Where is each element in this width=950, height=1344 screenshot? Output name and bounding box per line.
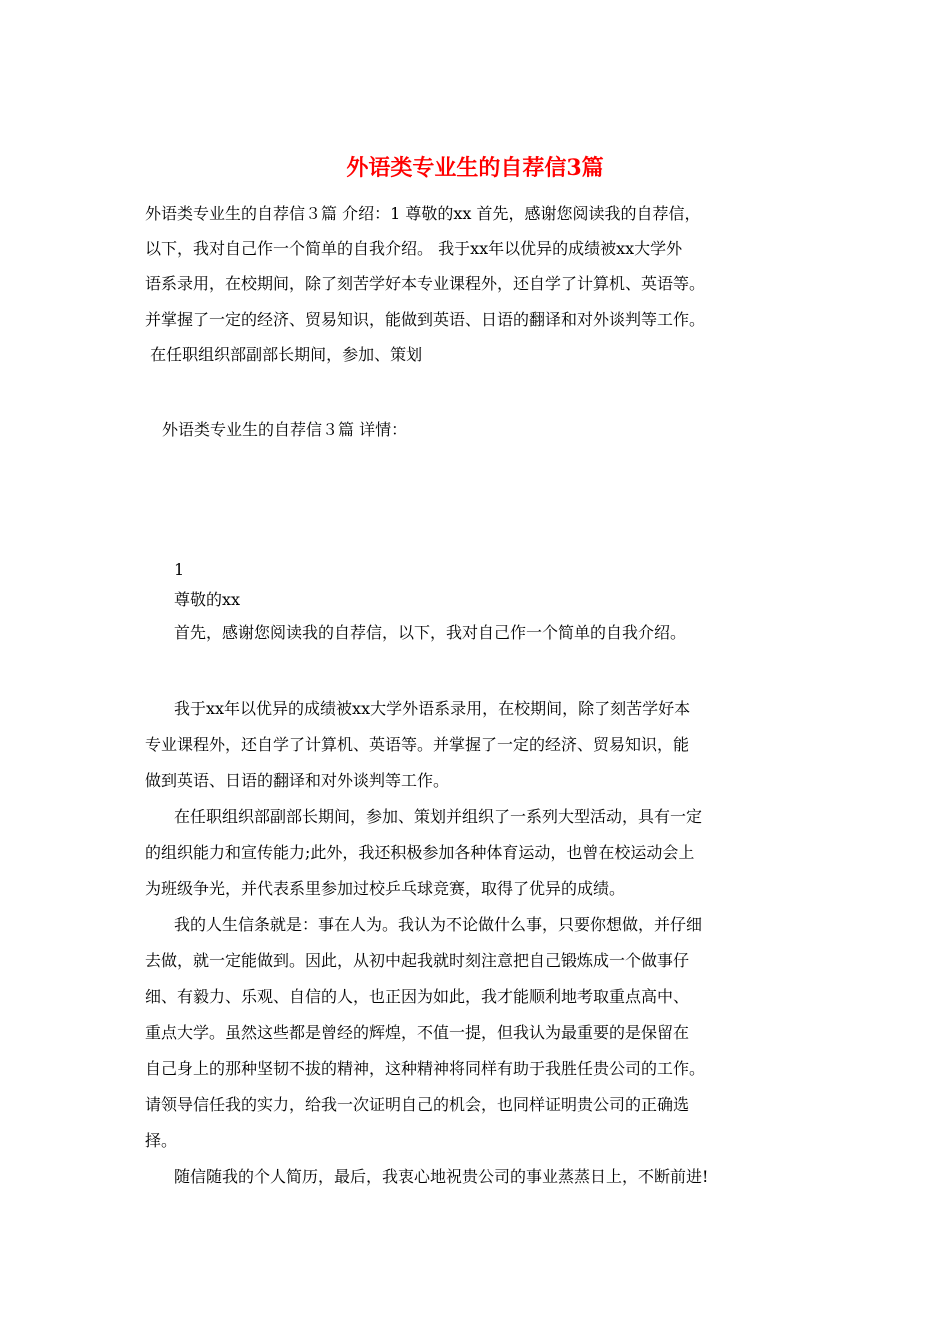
letter-paragraph-line: 在任职组织部副部长期间，参加、策划并组织了一系列大型活动，具有一定 [174,807,703,826]
letter-paragraph-line: 请领导信任我的实力，给我一次证明自己的机会，也同样证明贵公司的正确选 [145,1095,690,1114]
letter-paragraph-line: 重点大学。虽然这些都是曾经的辉煌，不值一提，但我认为最重要的是保留在 [145,1023,690,1042]
letter-paragraph-line: 去做，就一定能做到。因此，从初中起我就时刻注意把自己锻炼成一个做事仔 [145,951,690,970]
letter-paragraph-line: 为班级争光，并代表系里参加过校乒乓球竞赛，取得了优异的成绩。 [145,879,626,898]
letter-paragraph-line: 的组织能力和宣传能力;此外，我还积极参加各种体育运动，也曾在校运动会上 [145,843,695,862]
summary-line: 语系录用，在校期间，除了刻苦学好本专业课程外，还自学了计算机、英语等。 [145,274,706,294]
letter-paragraph-line: 专业课程外，还自学了计算机、英语等。并掌握了一定的经济、贸易知识，能 [145,735,690,754]
detail-label: 外语类专业生的自荐信３篇 详情： [162,420,408,439]
summary-line: 并掌握了一定的经济、贸易知识，能做到英语、日语的翻译和对外谈判等工作。 [145,309,706,329]
letter-paragraph-line: 我于xx年以优异的成绩被xx大学外语系录用，在校期间，除了刻苦学好本 [174,699,691,718]
letter-body [145,555,815,1195]
letter-paragraph-line: 随信随我的个人简历，最后，我衷心地祝贵公司的事业蒸蒸日上，不断前进! [174,1167,709,1186]
letter-paragraph-line: 细、有毅力、乐观、自信的人，也正因为如此，我才能顺利地考取重点高中、 [145,987,690,1006]
paragraph-spacer [145,651,815,691]
summary-line: 在任职组织部副部长期间，参加、策划 [145,344,423,364]
letter-paragraph-line: 择。 [145,1131,178,1150]
summary-paragraph [145,196,815,372]
document-title: 外语类专业生的自荐信3篇 [346,155,604,181]
letter-paragraph-line: 自己身上的那种坚韧不拔的精神，这种精神将同样有助于我胜任贵公司的工作。 [145,1059,706,1078]
letter-paragraph-line: 首先，感谢您阅读我的自荐信，以下，我对自己作一个简单的自我介绍。 [174,623,687,642]
letter-paragraph-line: 做到英语、日语的翻译和对外谈判等工作。 [145,771,450,790]
summary-line: 以下，我对自己作一个简单的自我介绍。 我于xx年以优异的成绩被xx大学外 [145,239,683,259]
letter-number: 1 [174,560,185,579]
summary-line: 外语类专业生的自荐信３篇 介绍：1 尊敬的xx 首先，感谢您阅读我的自荐信， [145,204,701,223]
letter-salutation: 尊敬的xx [174,590,241,609]
letter-paragraph-line: 我的人生信条就是：事在人为。我认为不论做什么事，只要你想做，并仔细 [174,915,703,934]
